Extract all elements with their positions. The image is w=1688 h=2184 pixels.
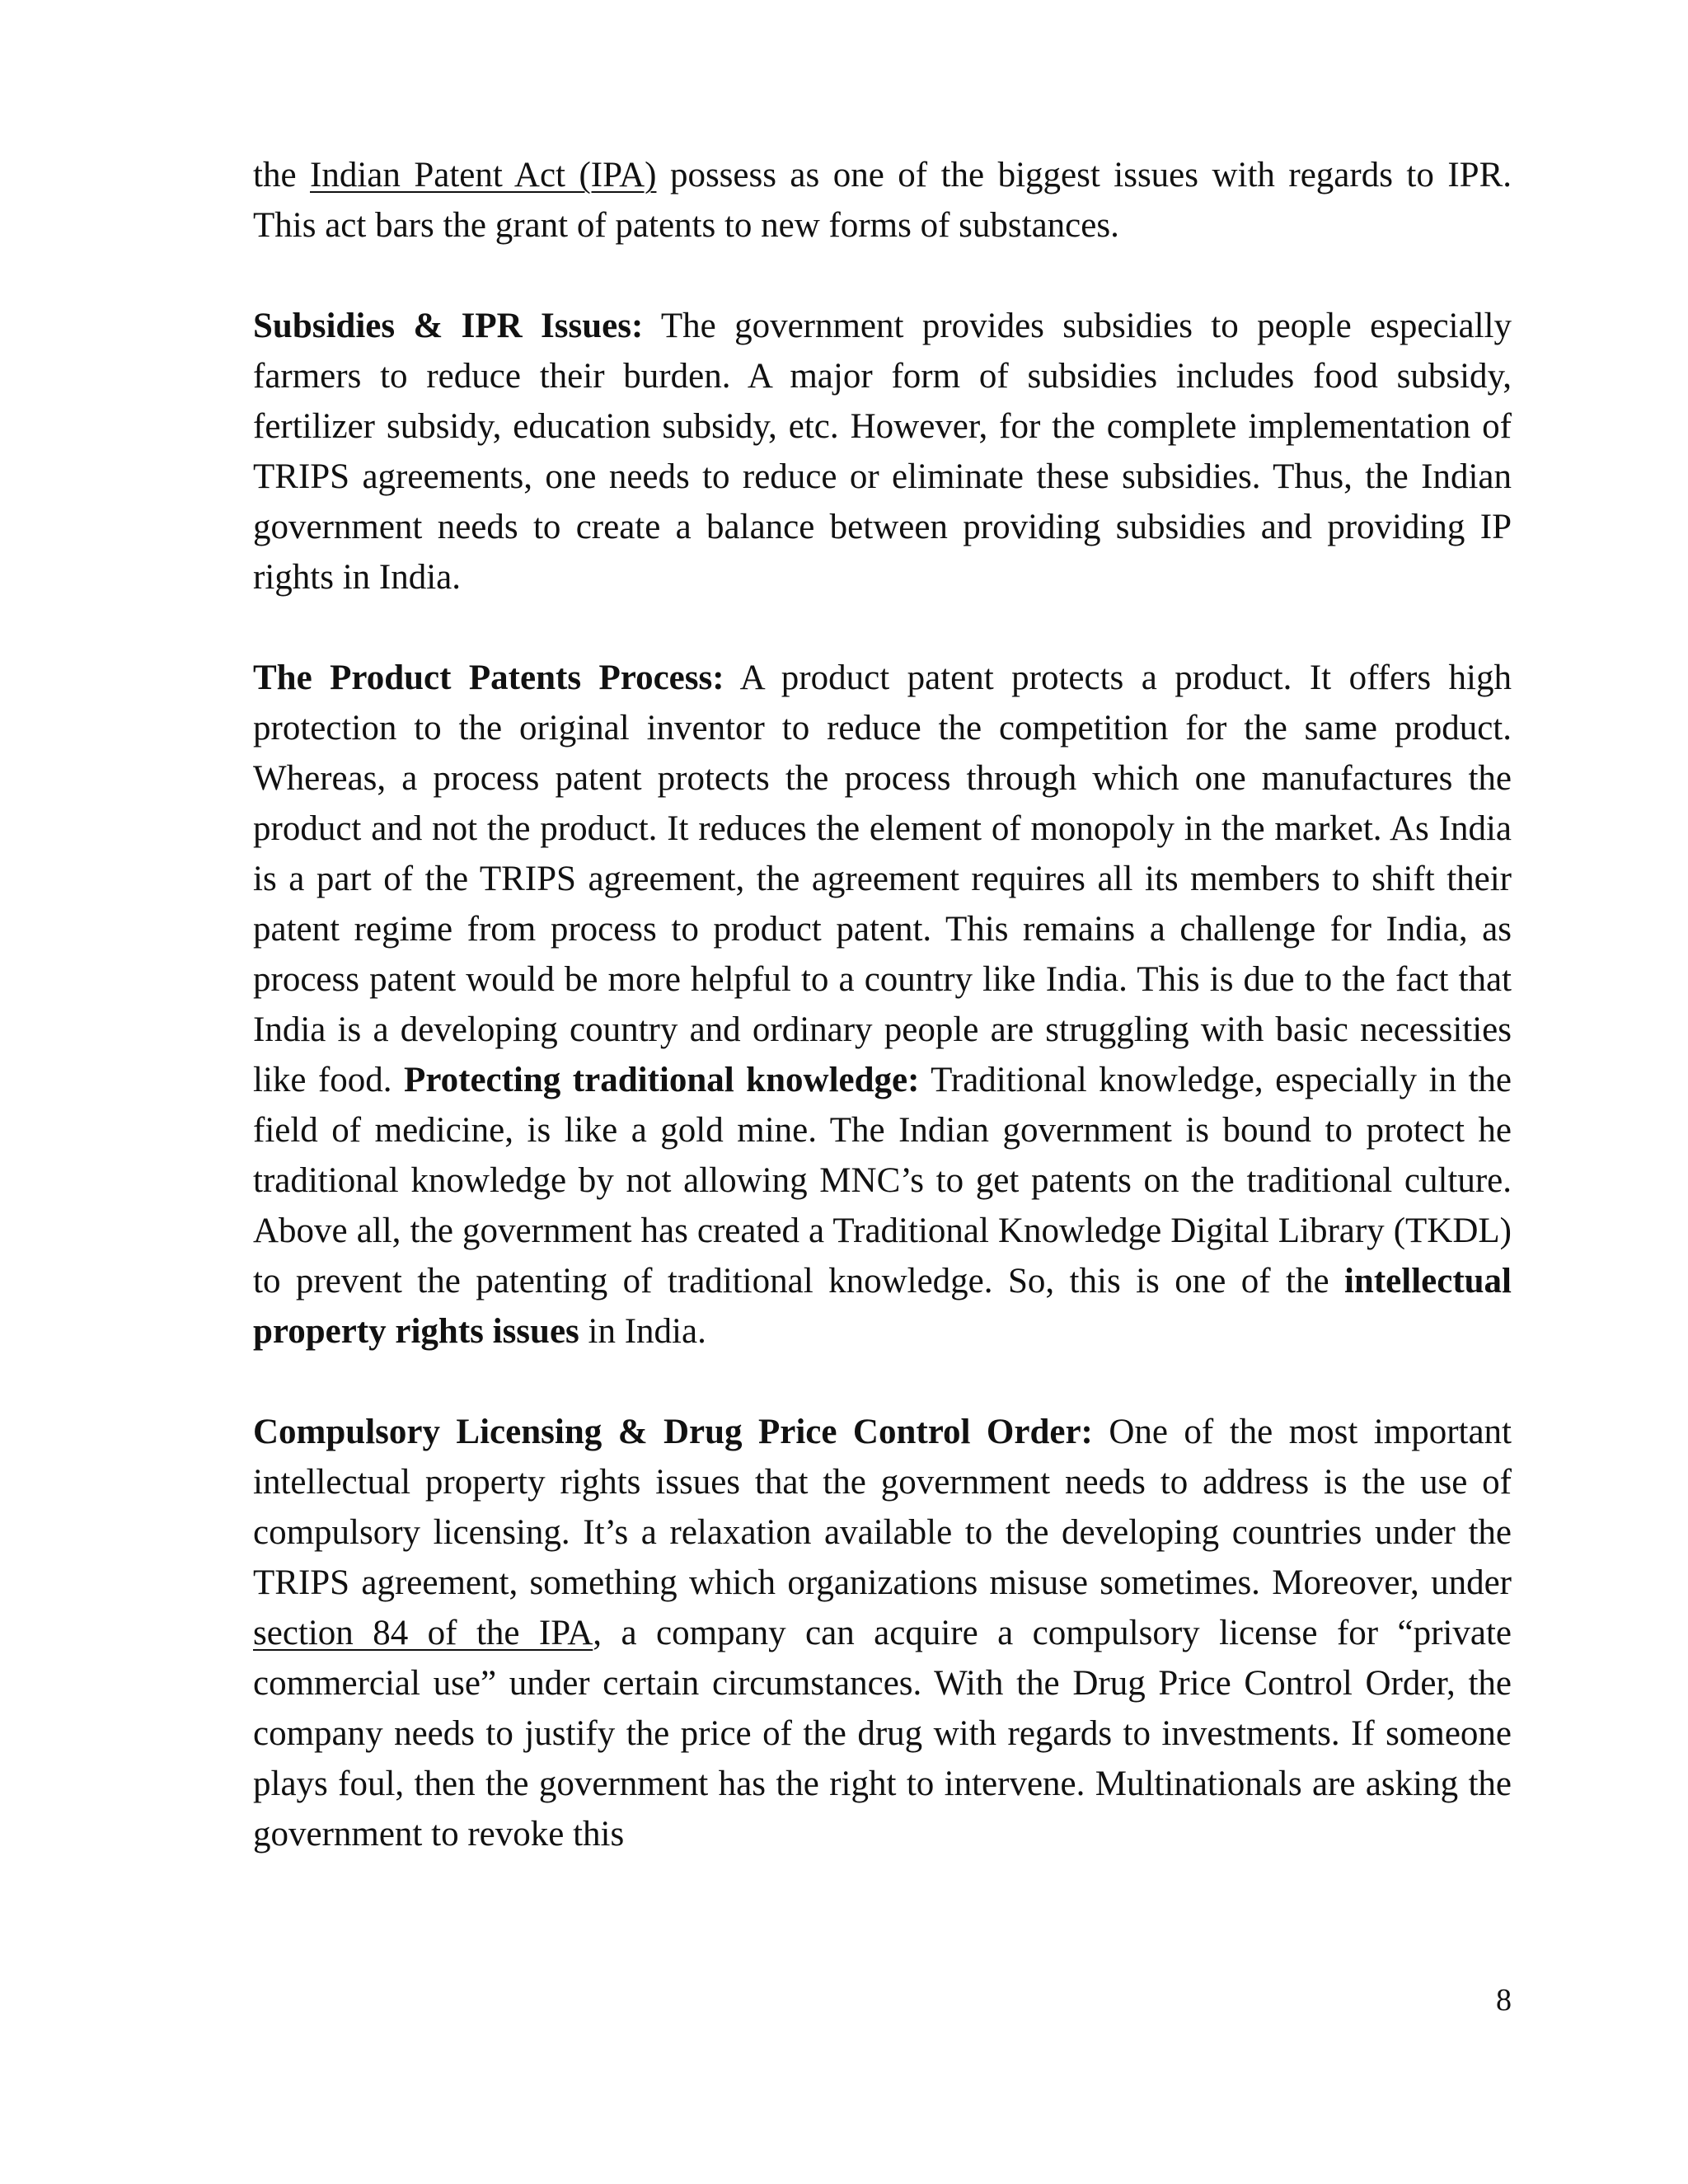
- paragraph-body-text: in India.: [579, 1312, 706, 1351]
- section-84-link[interactable]: section 84 of the IPA: [253, 1614, 593, 1652]
- paragraph-compulsory-licensing: [253, 1407, 1512, 1859]
- paragraph-body-text: The government provides subsidies to people especially farmers to reduce their burden. A major form of subsidies includes food subsidy, fertilizer subsidy, education subsidy, etc. However, for the complete implementation of TRIPS agreements, one needs to reduce or eliminate these subsidies. Thus, the Indian government needs to create a balance between providing subsidies and providing IP rights in India.: [253, 307, 1512, 597]
- compulsory-licensing-heading: Compulsory Licensing & Drug Price Control Order:: [253, 1413, 1093, 1451]
- indian-patent-act-link[interactable]: Indian Patent Act (IPA): [310, 156, 657, 194]
- page-number: 8: [1496, 1983, 1512, 2018]
- paragraph-body-text: , a company can acquire a compulsory license for “private commercial use” under certain circumstances. With the Drug Price Control Order, the company needs to justify the price of the drug with regards to investments. If someone plays foul, then the government has the right to intervene. Multinationals are asking the government to revoke this: [253, 1614, 1512, 1854]
- page-body: [253, 150, 1512, 1859]
- paragraph-body-text: possess as one of the biggest issues with regards to IPR. This act bars the grant of patents to new forms of substances.: [253, 156, 1512, 245]
- subsidies-heading: Subsidies & IPR Issues:: [253, 307, 644, 345]
- paragraph-body-text: One of the most important intellectual property rights issues that the government needs to address is the use of compulsory licensing. It’s a relaxation available to the developing countries under the TRIPS agreement, something which organizations misuse sometimes. Moreover, under: [253, 1413, 1512, 1602]
- paragraph-body-text: Traditional knowledge, especially in the field of medicine, is like a gold mine. The Indian government is bound to protect he traditional knowledge by not allowing MNC’s to get patents on the traditional culture. Above all, the government has created a Traditional Knowledge Digital Library (TKDL) to prevent the patenting of traditional knowledge. So, this is one of the: [253, 1061, 1512, 1301]
- paragraph-product-patents: [253, 653, 1512, 1357]
- paragraph-body-text: A product patent protects a product. It offers high protection to the original inventor to reduce the competition for the same product. Whereas, a process patent protects the process through which one manufactures the product and not the product. It reduces the element of monopoly in the market. As India is a part of the TRIPS agreement, the agreement requires all its members to shift their patent regime from process to product patent. This remains a challenge for India, as process patent would be more helpful to a country like India. This is due to the fact that India is a developing country and ordinary people are struggling with basic necessities like food.: [253, 658, 1512, 1099]
- ipr-issues-bold-phrase: intellectual property rights issues: [253, 1262, 1512, 1351]
- product-patents-heading: The Product Patents Process:: [253, 658, 724, 697]
- paragraph-intro-text: the: [253, 156, 311, 194]
- paragraph-subsidies: [253, 301, 1512, 602]
- paragraph-indian-patent-act: [253, 150, 1512, 251]
- traditional-knowledge-heading: Protecting traditional knowledge:: [404, 1061, 920, 1099]
